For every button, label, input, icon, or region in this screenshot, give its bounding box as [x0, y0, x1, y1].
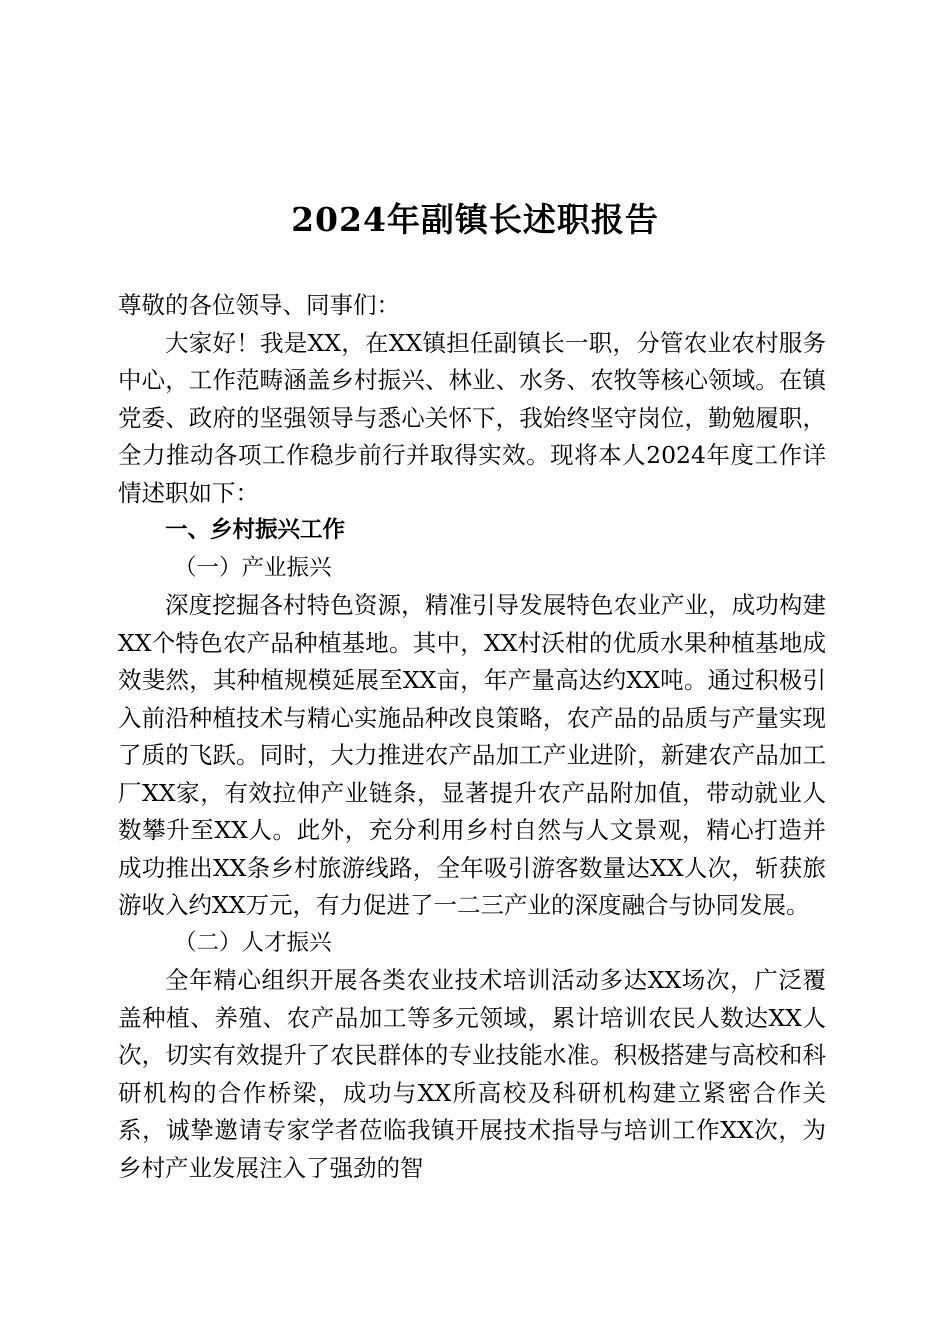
salutation: 尊敬的各位领导、同事们： — [118, 291, 400, 319]
talent-paragraph: 全年精心组织开展各类农业技术培训活动多达XX场次，广泛覆盖种植、养殖、农产品加工等多元领域，累计培训农民人数达XX人次，切实有效提升了农民群体的专业技能水准。积极搭建与高校和科研机构的合作桥梁，成功与XX所高校及科研机构建立紧密合作关系，诚挚邀请专家学者莅临我镇开展技术指导与培训工作XX次，为乡村产业发展注入了强劲的智 — [118, 966, 826, 1182]
document-body — [118, 287, 826, 1187]
subsection-heading-talent: （二）人才振兴 — [174, 929, 332, 956]
intro-paragraph: 大家好！我是XX，在XX镇担任副镇长一职，分管农业农村服务中心，工作范畴涵盖乡村振兴、林业、水务、农牧等核心领域。在镇党委、政府的坚强领导与悉心关怀下，我始终坚守岗位，勤勉履职，全力推动各项工作稳步前行并取得实效。现将本人2024年度工作详情述职如下： — [118, 328, 826, 507]
industry-paragraph: 深度挖掘各村特色资源，精准引导发展特色农业产业，成功构建XX个特色农产品种植基地。其中，XX村沃柑的优质水果种植基地成效斐然，其种植规模延展至XX亩，年产量高达约XX吨。通过积极引入前沿种植技术与精心实施品种改良策略，农产品的品质与产量实现了质的飞跃。同时，大力推进农产品加工产业进阶，新建农产品加工厂XX家，有效拉伸产业链条，显著提升农产品附加值，带动就业人数攀升至XX人。此外，充分利用乡村自然与人文景观，精心打造并成功推出XX条乡村旅游线路，全年吸引游客数量达XX人次，斩获旅游收入约XX万元，有力促进了一二三产业的深度融合与协同发展。 — [118, 591, 826, 919]
document-title: 2024年副镇长述职报告 — [291, 200, 659, 239]
section-heading-rural-revitalization: 一、乡村振兴工作 — [165, 517, 346, 543]
subsection-heading-industry: （一）产业振兴 — [174, 554, 332, 581]
